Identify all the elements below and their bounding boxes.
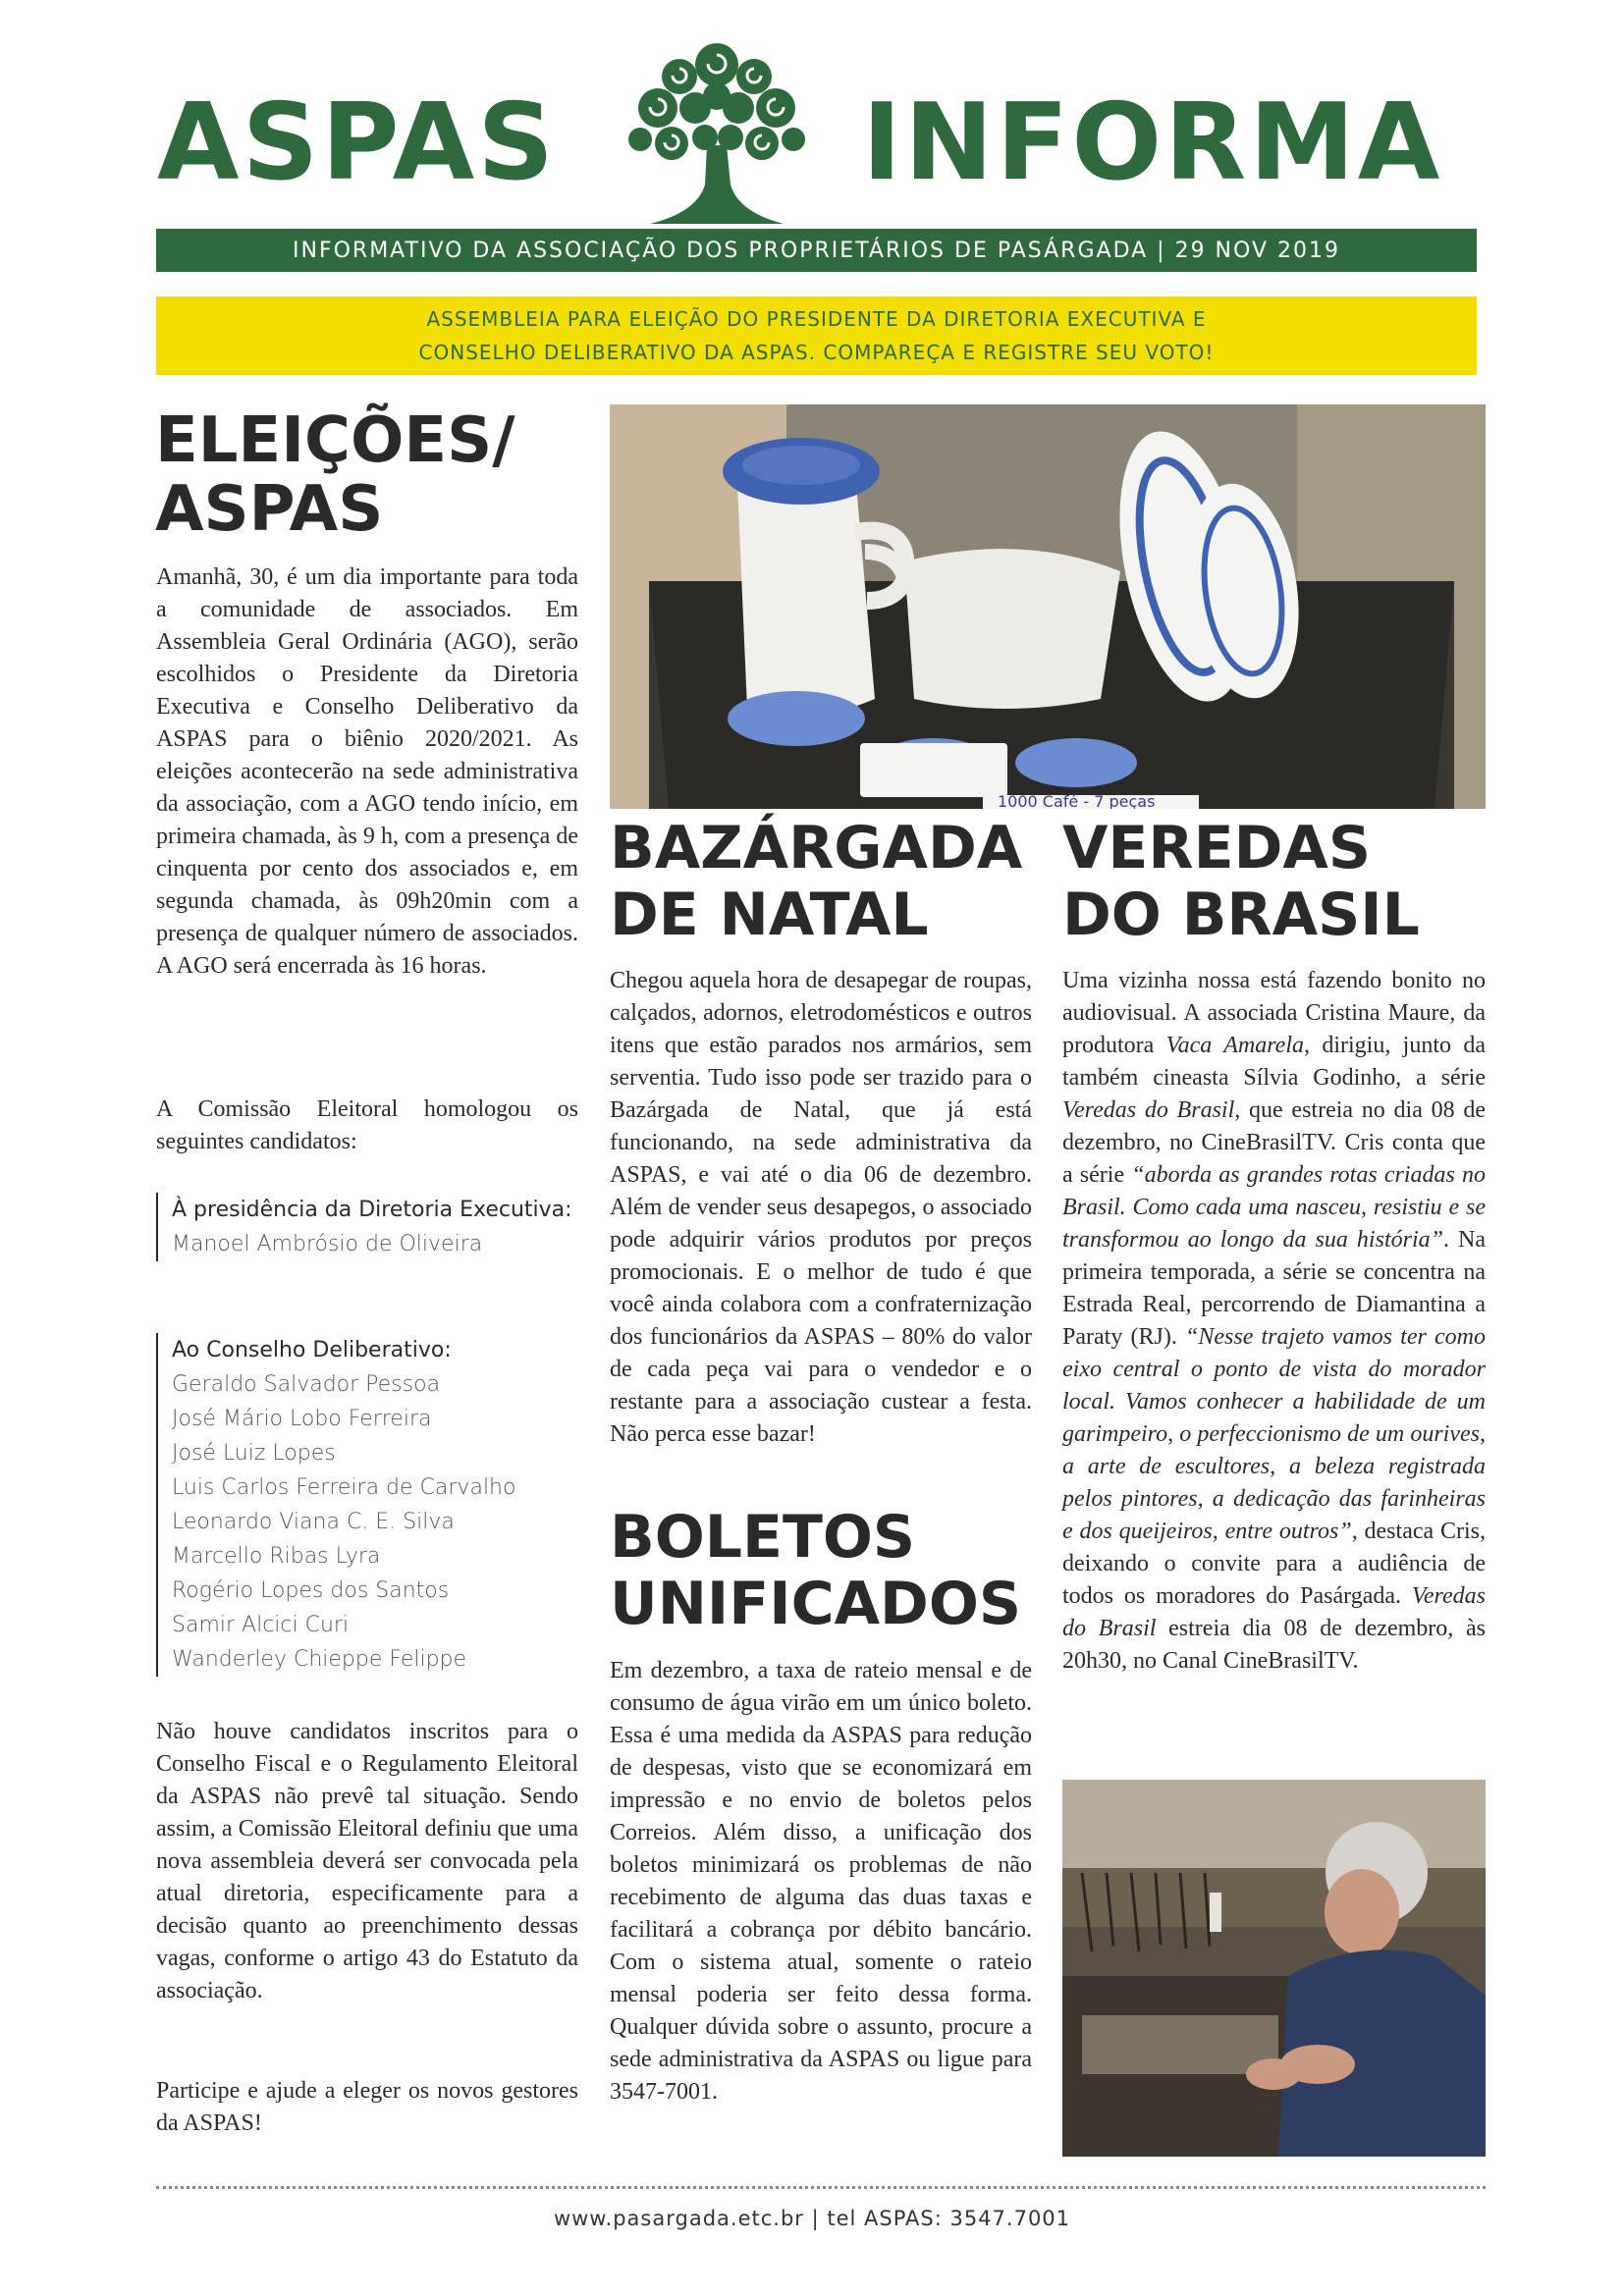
veredas-paragraph: Uma vizinha nossa está fazendo bonito no audiovisual. A associada Cristina Maure, da produtora Vaca Amarela, dirigiu, junto da também cineasta Sílvia Godinho, a série Veredas do Brasil, que estreia no dia 08 de dezembro, no CineBrasilTV. Cris conta que a série “aborda as grandes rotas criadas no Brasil. Como cada uma nasceu, resistiu e se transformou ao longo da sua história”. Na primeira temporada, a série se concentra na Estrada Real, percorrendo de Diamantina a Paraty (RJ). “Nesse trajeto vamos ter como eixo central o ponto de vista do morador local. Vamos conhecer a habilidade de um garimpeiro, o perfeccionismo de um ourives, a arte de escultores, a beleza registrada pelos pintores, a dedicação das farinheiras e dos queijeiros, entre outros”, destaca Cris, deixando o convite para a audiência de todos os moradores do Pasárgada. Veredas do Brasil estreia dia 08 de dezembro, às 20h30, no Canal CineBrasilTV. bbox=[1062, 968, 1486, 1674]
candidate-name: José Mário Lobo Ferreira bbox=[172, 1407, 432, 1431]
eleicoes-headline-line2: ASPAS bbox=[155, 473, 384, 546]
veredas-body bbox=[1062, 965, 1486, 1678]
bazar-headline-line1: BAZÁRGADA bbox=[610, 814, 1023, 882]
masthead-title-informa: INFORMA bbox=[862, 81, 1443, 204]
candidate-name: Manoel Ambrósio de Oliveira bbox=[172, 1232, 483, 1256]
eleicoes-paragraph-2: A Comissão Eleitoral homologou os seguintes candidatos: bbox=[156, 1096, 578, 1154]
boletos-paragraph: Em dezembro, a taxa de rateio mensal e de consumo de água virão em um único boleto. Essa é uma medida da ASPAS para redução de despesas, visto que se economizará em impressão e no envio de boletos pelos Correios. Além disso, a unificação dos boletos minimizará os problemas de não recebimento de alguma das duas taxas e facilitará a cobrança por débito bancário. Com o sistema atual, somente o rateio mensal poderia ser feito dessa forma. Qualquer dúvida sobre o assunto, procure a sede administrativa da ASPAS ou ligue para 3547-7001. bbox=[610, 1658, 1032, 2105]
candidate-name: Wanderley Chieppe Felippe bbox=[172, 1647, 467, 1672]
presidencia-candidates bbox=[156, 1193, 584, 1261]
conselho-label: Ao Conselho Deliberativo: bbox=[172, 1338, 452, 1362]
boletos-body bbox=[610, 1655, 1032, 2109]
eleicoes-candidates-intro bbox=[156, 1094, 578, 1158]
veredas-headline bbox=[1062, 815, 1420, 948]
masthead-title-aspas: ASPAS bbox=[157, 81, 557, 204]
bazar-headline-line2: DE NATAL bbox=[610, 881, 929, 949]
candidate-name: Marcello Ribas Lyra bbox=[172, 1544, 381, 1569]
eleicoes-call-to-action bbox=[156, 2075, 578, 2140]
tree-icon bbox=[611, 37, 823, 230]
bazar-body bbox=[610, 965, 1032, 1451]
notice-banner bbox=[156, 296, 1477, 375]
boletos-headline-line1: BOLETOS bbox=[610, 1503, 916, 1572]
bazar-headline bbox=[610, 815, 1022, 948]
eleicoes-paragraph-3: Não houve candidatos inscritos para o Conselho Fiscal e o Regulamento Eleitoral da ASPAS não prevê tal situação. Sendo assim, a Comissão Eleitoral definiu que uma nova assembleia deverá ser convocada pela atual diretoria, especificamente para a decisão quanto ao preenchimento dessas vagas, conforme o artigo 43 do Estatuto da associação. bbox=[156, 1719, 578, 2003]
eleicoes-headline bbox=[155, 406, 515, 544]
veredas-headline-line1: VEREDAS bbox=[1062, 814, 1372, 882]
notice-line-1: ASSEMBLEIA PARA ELEIÇÃO DO PRESIDENTE DA DIRETORIA EXECUTIVA E bbox=[426, 307, 1207, 331]
photo-price-tag: 1000 Café - 7 peças bbox=[998, 792, 1156, 809]
bazar-paragraph: Chegou aquela hora de desapegar de roupas, calçados, adornos, eletrodomésticos e outros itens que estão parados nos armários, sem serventia. Tudo isso pode ser trazido para o Bazárgada de Natal, que já está funcionando, na sede administrativa da ASPAS, e vai até o dia 06 de dezembro. Além de vender seus desapegos, o associado pode adquirir vários produtos por preços promocionais. E o melhor de tudo é que você ainda colabora com a confraternização dos funcionários da ASPAS – 80% do valor de cada peça vai para o vendedor e o restante para a associação custear a festa. Não perca esse bazar! bbox=[610, 968, 1032, 1447]
eleicoes-intro bbox=[156, 561, 578, 983]
presidencia-label: À presidência da Diretoria Executiva: bbox=[172, 1198, 572, 1222]
eleicoes-paragraph-1: Amanhã, 30, é um dia importante para toda a comunidade de associados. Em Assembleia Geral Ordinária (AGO), serão escolhidos o Presidente da Diretoria Executiva e Conselho Deliberativo da ASPAS para o biênio 2020/2021. As eleições acontecerão na sede administrativa da associação, com a AGO tendo início, em primeira chamada, às 9 h, com a presença de cinquenta por cento dos associados e, em segunda chamada, às 09h20min com a presença de qualquer número de associados. A AGO será encerrada às 16 horas. bbox=[156, 564, 578, 979]
artisan-photo bbox=[1062, 1780, 1486, 2157]
candidate-name: Leonardo Viana C. E. Silva bbox=[172, 1510, 455, 1534]
candidate-name: Geraldo Salvador Pessoa bbox=[172, 1372, 441, 1397]
notice-line-2: CONSELHO DELIBERATIVO DA ASPAS. COMPAREÇA E REGISTRE SEU VOTO! bbox=[418, 341, 1215, 364]
candidate-name: Rogério Lopes dos Santos bbox=[172, 1578, 450, 1603]
veredas-headline-line2: DO BRASIL bbox=[1062, 881, 1420, 949]
masthead-subtitle-bar bbox=[156, 229, 1477, 272]
boletos-headline-line2: UNIFICADOS bbox=[610, 1570, 1022, 1638]
eleicoes-conselho-fiscal bbox=[156, 1716, 578, 2007]
eleicoes-headline-line1: ELEIÇÕES/ bbox=[155, 404, 515, 477]
conselho-candidates bbox=[156, 1333, 584, 1677]
eleicoes-paragraph-4: Participe e ajude a eleger os novos gestores da ASPAS! bbox=[156, 2078, 578, 2136]
footer-divider bbox=[156, 2186, 1486, 2189]
candidate-name: Luis Carlos Ferreira de Carvalho bbox=[172, 1475, 516, 1500]
bazar-photo bbox=[610, 404, 1486, 809]
masthead-subtitle: INFORMATIVO DA ASSOCIAÇÃO DOS PROPRIETÁRIOS DE PASÁRGADA | 29 NOV 2019 bbox=[293, 238, 1340, 263]
footer-contact: www.pasargada.etc.br | tel ASPAS: 3547.7001 bbox=[553, 2207, 1071, 2230]
boletos-headline bbox=[610, 1504, 1021, 1637]
candidate-name: Samir Alcici Curi bbox=[172, 1613, 350, 1637]
candidate-name: José Luiz Lopes bbox=[172, 1441, 336, 1466]
